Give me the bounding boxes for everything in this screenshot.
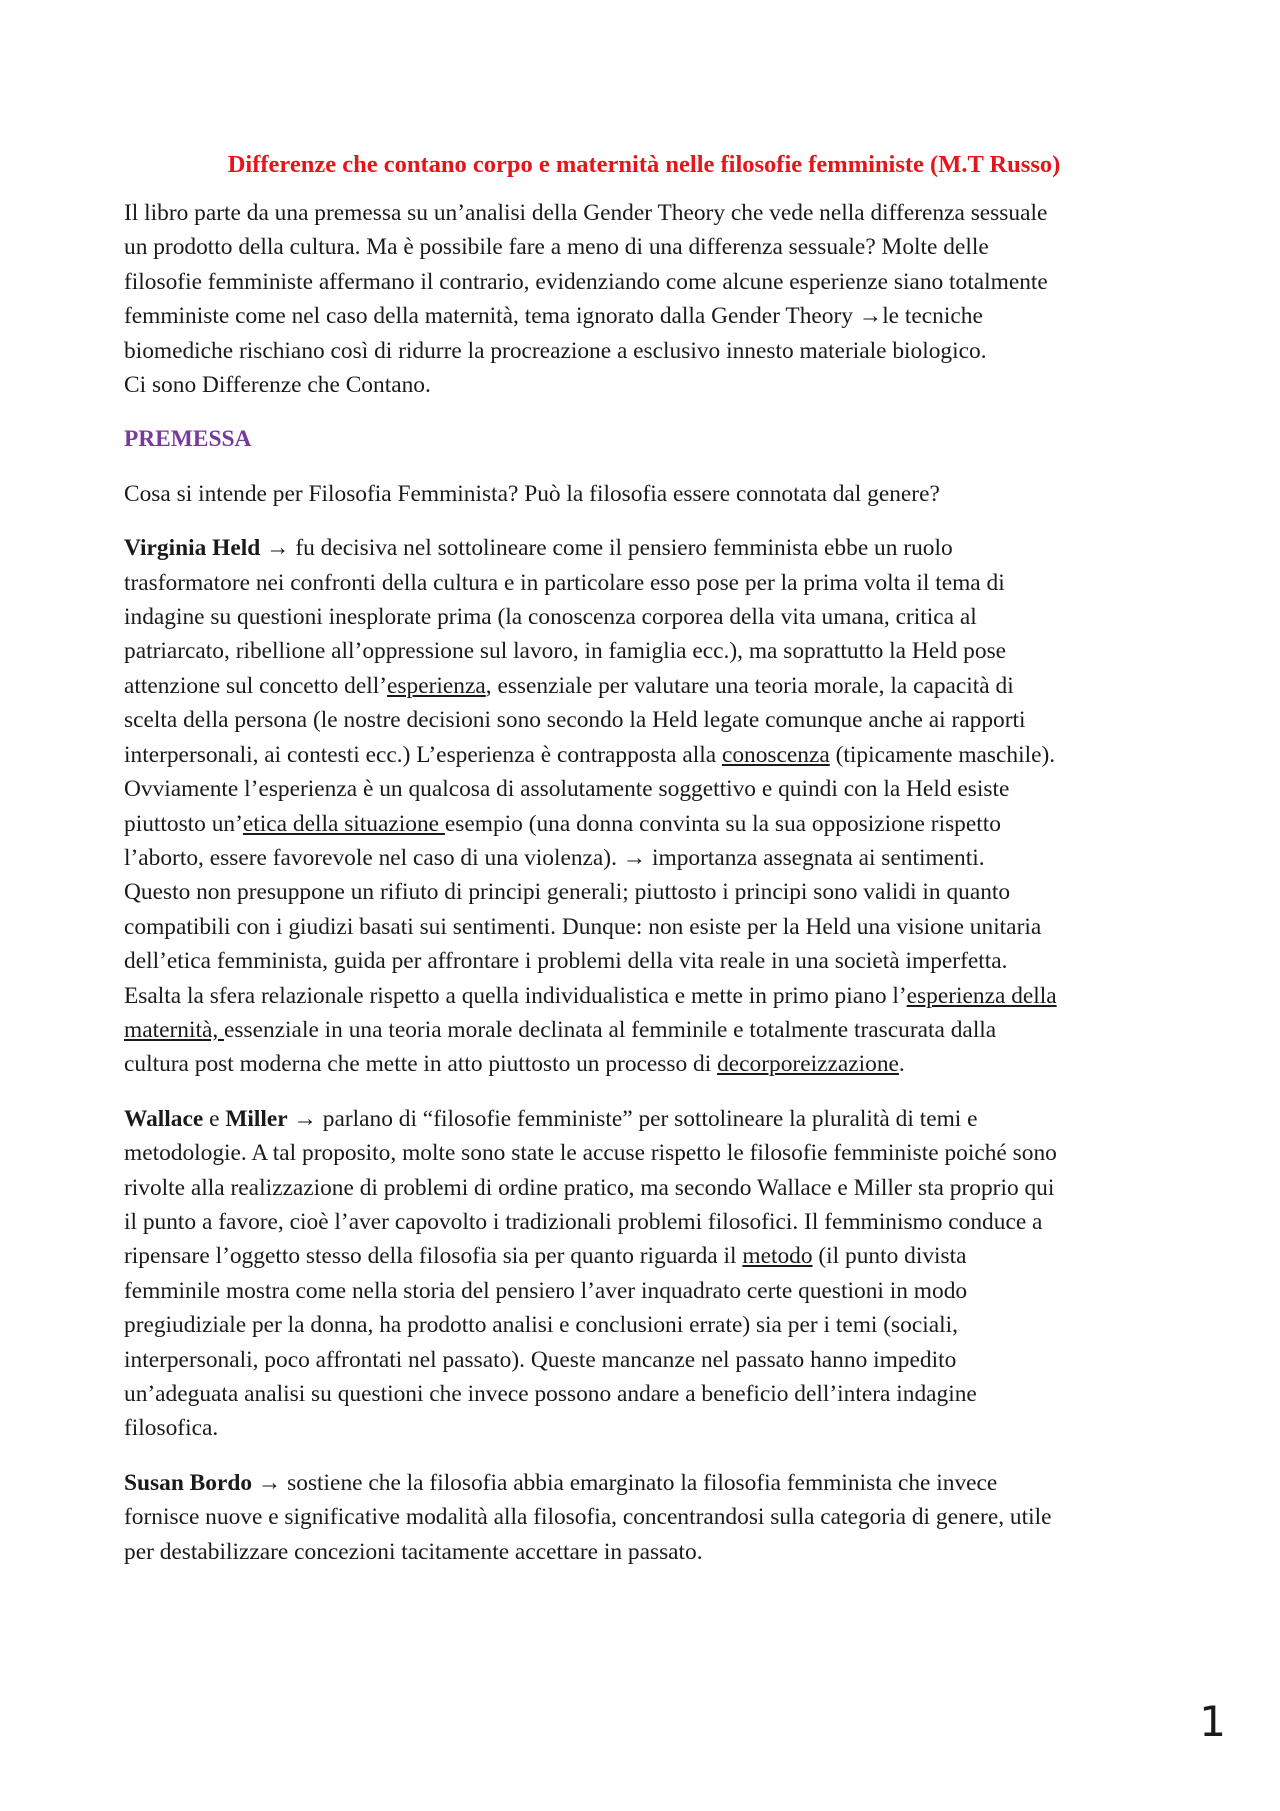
text-line: per destabilizzare concezioni tacitamente accettare in passato. bbox=[124, 1538, 703, 1565]
text-run: e bbox=[203, 1105, 226, 1132]
text-run: cultura post moderna che mette in atto piuttosto un processo di bbox=[124, 1051, 718, 1078]
text-line: dell’etica femminista, guida per affrontare i problemi della vita reale in una società imperfetta. bbox=[124, 948, 1008, 975]
document-title: Differenze che contano corpo e maternità nelle filosofie femministe (M.T Russo) bbox=[227, 151, 1061, 178]
underlined-term: metodo bbox=[742, 1243, 813, 1270]
text-line: fornisce nuove e significative modalità alla filosofia, concentrandosi sulla categoria di genere, utile bbox=[124, 1504, 1052, 1531]
text-line: pregiudiziale per la donna, ha prodotto analisi e conclusioni errate) sia per i temi (sociali, bbox=[124, 1312, 958, 1339]
arrow-icon: → bbox=[858, 303, 883, 330]
wallace-miller-paragraph bbox=[124, 1102, 1164, 1446]
text-line: Cosa si intende per Filosofia Femminista? Può la filosofia essere connotata dal genere? bbox=[124, 480, 940, 507]
text-run: . bbox=[898, 1051, 905, 1078]
text-line: metodologie. A tal proposito, molte sono state le accuse rispetto le filosofie femministe poiché sono bbox=[124, 1140, 1057, 1167]
section-heading: PREMESSA bbox=[124, 426, 252, 453]
text-line: Il libro parte da una premessa su un’analisi della Gender Theory che vede nella differenza sessuale bbox=[124, 200, 1048, 226]
question-paragraph bbox=[124, 477, 1164, 511]
author-name: Miller bbox=[225, 1105, 288, 1132]
text-run: importanza assegnata ai sentimenti. bbox=[646, 844, 985, 871]
text-run: interpersonali, ai contesti ecc.) L’esperienza è contrapposta alla bbox=[124, 741, 722, 768]
underlined-term: decorporeizzazione bbox=[717, 1051, 899, 1078]
text-run: attenzione sul concetto dell’ bbox=[124, 672, 388, 699]
text-line: un prodotto della cultura. Ma è possibile fare a meno di una differenza sessuale? Molte delle bbox=[124, 234, 989, 261]
arrow-icon: → bbox=[622, 844, 647, 871]
underlined-term: esperienza della bbox=[906, 982, 1057, 1009]
text-line bbox=[124, 1102, 1164, 1136]
author-name: Susan Bordo bbox=[124, 1469, 253, 1496]
text-run: (tipicamente maschile). bbox=[829, 741, 1056, 768]
intro-paragraph bbox=[124, 196, 1164, 402]
text-line: interpersonali, poco affrontati nel passato). Queste mancanze nel passato hanno impedito bbox=[124, 1346, 957, 1373]
text-line: Questo non presuppone un rifiuto di principi generali; piuttosto i principi sono validi in quanto bbox=[124, 879, 1011, 906]
underlined-term: esperienza bbox=[387, 672, 486, 699]
text-line: indagine su questioni inesplorate prima (la conoscenza corporea della vita umana, critica al bbox=[124, 604, 977, 631]
arrow-icon: → bbox=[293, 1105, 317, 1132]
underlined-term: conoscenza bbox=[721, 741, 830, 768]
text-run: ripensare l’oggetto stesso della filosofia sia per quanto riguarda il bbox=[124, 1243, 743, 1270]
text-run: le tecniche bbox=[882, 303, 983, 330]
text-line: scelta della persona (le nostre decisioni sono secondo la Held legate comunque anche ai rapporti bbox=[124, 707, 1026, 734]
text-run: femministe come nel caso della maternità, tema ignorato dalla Gender Theory bbox=[124, 303, 859, 330]
text-run: Esalta la sfera relazionale rispetto a quella individualistica e mette in primo piano l’ bbox=[124, 982, 907, 1009]
underlined-term: etica della situazione bbox=[242, 810, 445, 837]
text-line: filosofica. bbox=[124, 1415, 219, 1442]
text-line: rivolte alla realizzazione di problemi di ordine pratico, ma secondo Wallace e Miller sta proprio qui bbox=[124, 1174, 1055, 1201]
text-line: biomediche rischiano così di ridurre la procreazione a esclusivo innesto materiale biologico. bbox=[124, 337, 987, 364]
text-line: patriarcato, ribellione all’oppressione sul lavoro, in famiglia ecc.), ma soprattutto la Held pose bbox=[124, 638, 1007, 665]
text-line bbox=[124, 1047, 1164, 1081]
author-name: Virginia Held bbox=[124, 535, 261, 562]
page-content bbox=[124, 148, 1164, 1589]
text-line bbox=[124, 841, 1164, 875]
text-run: esempio (una donna convinta su la sua opposizione rispetto bbox=[444, 810, 1001, 837]
text-line bbox=[124, 738, 1164, 772]
text-line bbox=[124, 1013, 1164, 1047]
text-line bbox=[124, 669, 1164, 703]
text-run: (il punto divista bbox=[812, 1243, 967, 1270]
text-line: trasformatore nei confronti della cultura e in particolare esso pose per la prima volta il tema di bbox=[124, 569, 1005, 596]
text-line: il punto a favore, cioè l’aver capovolto i tradizionali problemi filosofici. Il femminismo conduce a bbox=[124, 1208, 1043, 1235]
text-line: filosofie femministe affermano il contrario, evidenziando come alcune esperienze siano totalmente bbox=[124, 268, 1048, 295]
text-run: piuttosto un’ bbox=[124, 810, 243, 837]
text-line bbox=[124, 531, 1164, 565]
underlined-term: maternità, bbox=[124, 1016, 225, 1043]
text-line bbox=[124, 1466, 1164, 1500]
text-line: compatibili con i giudizi basati sui sentimenti. Dunque: non esiste per la Held una visione unitaria bbox=[124, 913, 1042, 940]
arrow-icon: → bbox=[257, 1469, 282, 1496]
held-paragraph bbox=[124, 531, 1164, 1082]
text-line: Ci sono Differenze che Contano. bbox=[124, 372, 431, 399]
text-run: sostiene che la filosofia abbia emarginato la filosofia femminista che invece bbox=[281, 1469, 998, 1496]
text-line: femminile mostra come nella storia del pensiero l’aver inquadrato certe questioni in modo bbox=[124, 1277, 968, 1304]
text-run: , essenziale per valutare una teoria morale, la capacità di bbox=[485, 672, 1014, 699]
text-run: l’aborto, essere favorevole nel caso di una violenza). bbox=[124, 844, 623, 871]
text-line bbox=[124, 1239, 1164, 1273]
text-run: essenziale in una teoria morale declinata al femminile e totalmente trascurata dalla bbox=[224, 1016, 997, 1043]
bordo-paragraph bbox=[124, 1466, 1164, 1569]
text-line bbox=[124, 807, 1164, 841]
text-run: fu decisiva nel sottolineare come il pensiero femminista ebbe un ruolo bbox=[289, 535, 953, 562]
arrow-icon: → bbox=[266, 535, 290, 562]
page-number: 1 bbox=[1199, 1697, 1226, 1746]
author-name: Wallace bbox=[124, 1105, 204, 1132]
text-line: Ovviamente l’esperienza è un qualcosa di assolutamente soggettivo e quindi con la Held esiste bbox=[124, 776, 1010, 803]
text-line bbox=[124, 299, 1164, 333]
text-line: un’adeguata analisi su questioni che invece possono andare a beneficio dell’intera indagine bbox=[124, 1381, 977, 1407]
text-line bbox=[124, 979, 1164, 1013]
text-run: parlano di “filosofie femministe” per sottolineare la pluralità di temi e bbox=[316, 1105, 978, 1132]
